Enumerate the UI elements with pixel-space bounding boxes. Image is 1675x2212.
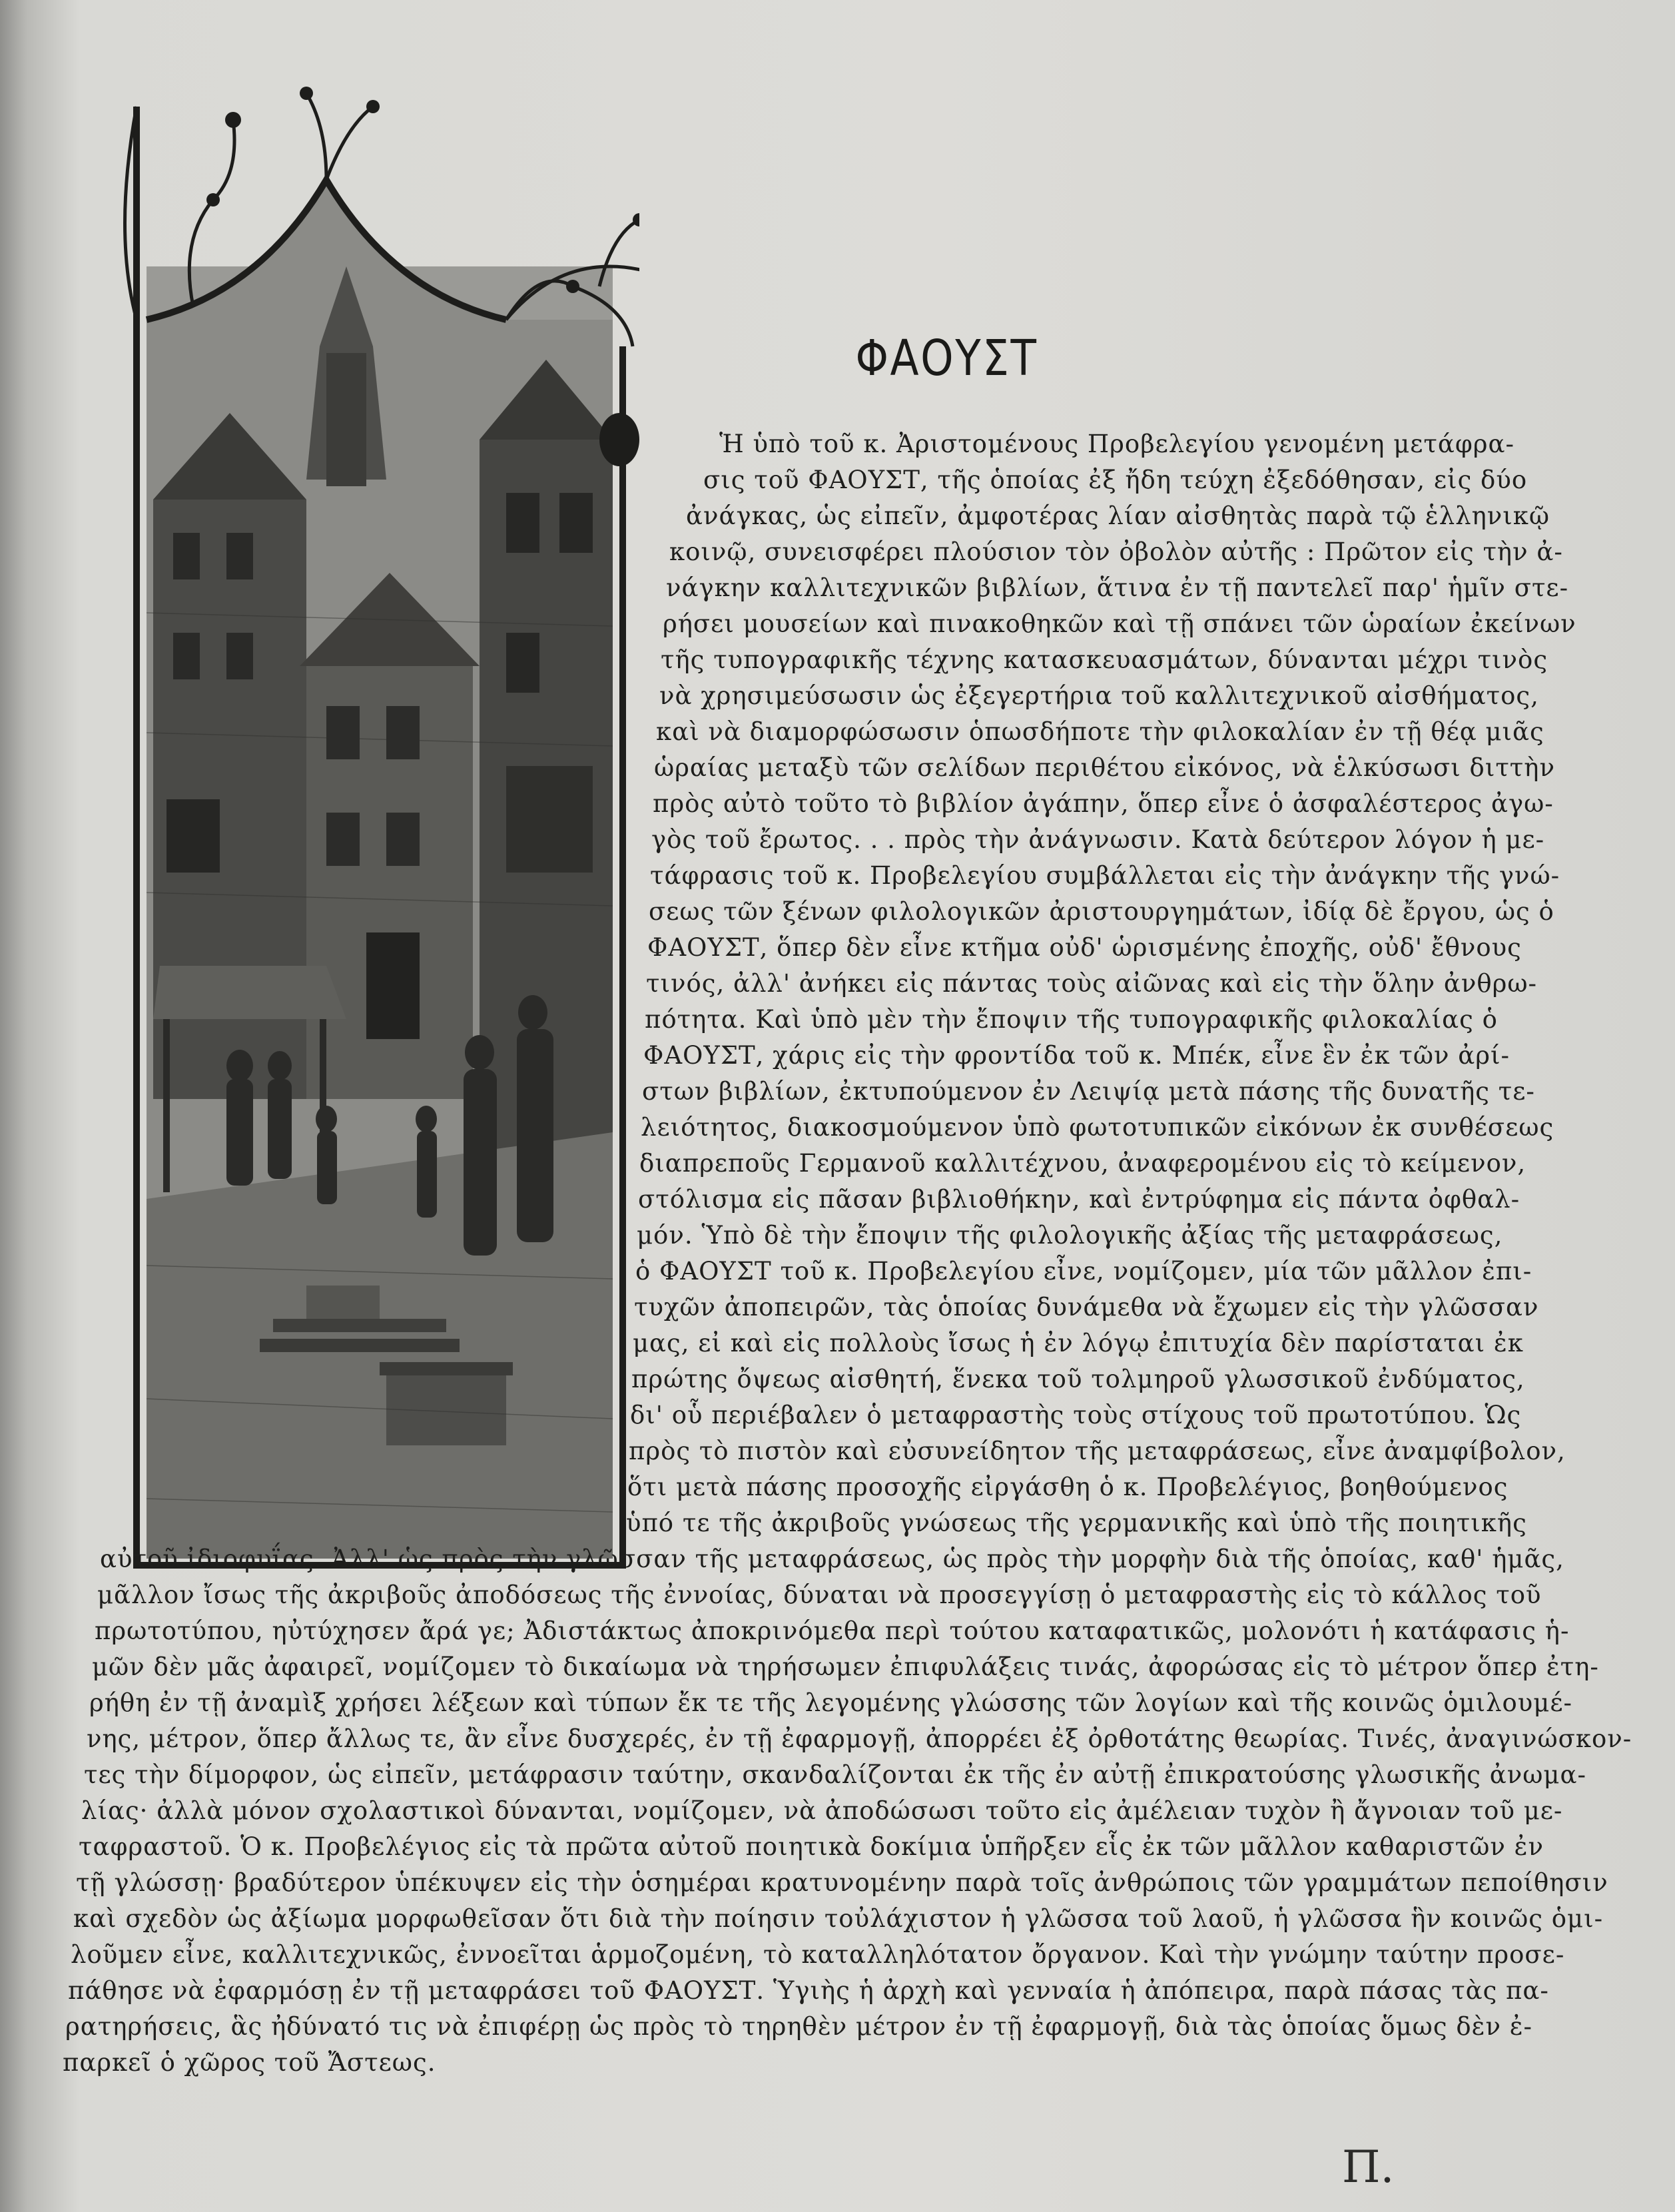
text-line: ΦΑΟΥΣΤ, χάρις εἰς τὴν φροντίδα τοῦ κ. Μπέκ, εἶνε ἓν ἐκ τῶν ἀρί- [643, 1041, 1510, 1070]
text-line: πρὸς τὸ πιστὸν καὶ εὐσυνείδητον τῆς μεταφράσεως, εἶνε ἀναμφίβολον, [629, 1437, 1566, 1465]
text-line: ρατηρήσεις, ἃς ἠδύνατό τις νὰ ἐπιφέρῃ ὡς πρὸς τὸ τηρηθὲν μέτρον ἐν τῇ ἐφαρμογῇ, διὰ τὰς ὁποίας ὅμως δὲν ἐ- [65, 2012, 1533, 2041]
text-line: μῶν δὲν μᾶς ἀφαιρεῖ, νομίζομεν τὸ δικαίωμα νὰ τηρήσωμεν ἐπιφυλάξεις τινάς, ἀφορώσας εἰς τὸ μέτρον ὅπερ ἐτη- [92, 1653, 1599, 1681]
text-line: γὸς τοῦ ἔρωτος. . . πρὸς τὴν ἀνάγνωσιν. Κατὰ δεύτερον λόγον ἡ με- [651, 825, 1545, 854]
text-line: ΦΑΟΥΣΤ, ὅπερ δὲν εἶνε κτῆμα οὐδ' ὡρισμένης ἐποχῆς, οὐδ' ἔθνους [647, 933, 1522, 962]
text-line: τῇ γλώσσῃ· βραδύτερον ὑπέκυψεν εἰς τὴν ὁσημέραι κρατυνομένην παρὰ τοῖς ἀνθρώποις τῶν γραμμάτων πεποίθησιν [76, 1868, 1608, 1897]
text-line: μᾶλλον ἴσως τῆς ἀκριβοῦς ἀποδόσεως τῆς ἐννοίας, δύναται νὰ προσεγγίσῃ ὁ μεταφραστὴς εἰς τὸ κάλλος τοῦ [97, 1581, 1542, 1609]
text-line: τάφρασις τοῦ κ. Προβελεγίου συμβάλλεται εἰς τὴν ἀνάγκην τῆς γνώ- [650, 861, 1560, 890]
text-line: ρήθη ἐν τῇ ἀναμὶξ χρήσει λέξεων καὶ τύπων ἔκ τε τῆς λεγομένης γλώσσης τῶν λογίων καὶ τῆς κοινῶς ὁμιλουμέ- [89, 1688, 1573, 1717]
text-line: λίας· ἀλλὰ μόνον σχολαστικοὶ δύνανται, νομίζομεν, νὰ ἀποδώσωσι τοῦτο εἰς ἀμέλειαν τυχὸν ἢ ἄγνοιαν τοῦ με- [81, 1796, 1563, 1825]
text-line: παρκεῖ ὁ χῶρος τοῦ Ἄστεως. [63, 2048, 436, 2077]
text-line: ὅτι μετὰ πάσης προσοχῆς εἰργάσθη ὁ κ. Προβελέγιος, βοηθούμενος [627, 1473, 1508, 1501]
text-line: ἀνάγκας, ὡς εἰπεῖν, ἀμφοτέρας λίαν αἰσθητὰς παρὰ τῷ ἑλληνικῷ [686, 502, 1550, 530]
text-line: τες τὴν δίμορφον, ὡς εἰπεῖν, μετάφρασιν ταύτην, σκανδαλίζονται ἐκ τῆς ἐν αὐτῇ ἐπικρατούσης γλωσικῆς ἀνωμα- [84, 1760, 1586, 1789]
text-line: μας, εἰ καὶ εἰς πολλοὺς ἴσως ἡ ἐν λόγῳ ἐπιτυχία δὲν παρίσταται ἐκ [633, 1329, 1524, 1357]
text-line: καὶ νὰ διαμορφώσωσιν ὁπωσδήποτε τὴν φιλοκαλίαν ἐν τῇ θέᾳ μιᾶς [656, 717, 1544, 746]
text-line: σεως τῶν ξένων φιλολογικῶν ἀριστουργημάτων, ἰδίᾳ δὲ ἔργου, ὡς ὁ [649, 897, 1554, 926]
text-line: πότητα. Καὶ ὑπὸ μὲν τὴν ἔποψιν τῆς τυπογραφικῆς φιλοκαλίας ὁ [645, 1005, 1498, 1034]
text-line: αὐτοῦ ἰδιοφυΐας. Ἀλλ' ὡς πρὸς τὴν γλῶσσαν τῆς μεταφράσεως, ὡς πρὸς τὴν μορφὴν διὰ τῆς ὁποίας, καθ' ἡμᾶς, [100, 1545, 1564, 1573]
text-line: πρωτοτύπου, ηὐτύχησεν ἄρά γε; Ἀδιστάκτως ἀποκρινόμεθα περὶ τούτου καταφατικῶς, μολονότι ἡ κατάφασις ἡ- [95, 1617, 1570, 1645]
text-line: ὡραίας μεταξὺ τῶν σελίδων περιθέτου εἰκόνος, νὰ ἑλκύσωσι διττὴν [654, 753, 1555, 782]
article-title: ΦΑΟΥΣΤ [855, 330, 1038, 387]
author-signature: Π. [1342, 2141, 1395, 2193]
text-line: πάθησε νὰ ἐφαρμόσῃ ἐν τῇ μεταφράσει τοῦ ΦΑΟΥΣΤ. Ὑγιὴς ἡ ἀρχὴ καὶ γενναία ἡ ἀπόπειρα, παρὰ πάσας τὰς πα- [68, 1976, 1549, 2005]
text-line: ρήσει μουσείων καὶ πινακοθηκῶν καὶ τῇ σπάνει τῶν ὡραίων ἐκείνων [663, 609, 1576, 638]
text-line: νης, μέτρον, ὅπερ ἄλλως τε, ἂν εἶνε δυσχερές, ἐν τῇ ἐφαρμογῇ, ἀπορρέει ἐξ ὀρθοτάτης θεωρίας. Τινές, ἀναγινώσκον- [87, 1724, 1632, 1753]
text-line: λειότητος, διακοσμούμενον ὑπὸ φωτοτυπικῶν εἰκόνων ἐκ συνθέσεως [641, 1113, 1554, 1142]
text-line: καὶ σχεδὸν ὡς ἀξίωμα μορφωθεῖσαν ὅτι διὰ τὴν ποίησιν τοὐλάχιστον ἡ γλῶσσα τοῦ λαοῦ, ἡ γλῶσσα ἣν κοινῶς ὁμι- [73, 1904, 1604, 1933]
text-line: λοῦμεν εἶνε, καλλιτεχνικῶς, ἐννοεῖται ἁρμοζομένη, τὸ καταλληλότατον ὄργανον. Καὶ τὴν γνώμην ταύτην προσε- [71, 1940, 1565, 1969]
text-line: στων βιβλίων, ἐκτυπούμενον ἐν Λειψίᾳ μετὰ πάσης τῆς δυνατῆς τε- [642, 1077, 1535, 1106]
text-line: διαπρεποῦς Γερμανοῦ καλλιτέχνου, ἀναφερομένου εἰς τὸ κείμενον, [639, 1149, 1526, 1178]
text-line: κοινῷ, συνεισφέρει πλούσιον τὸν ὀβολὸν αὐτῆς : Πρῶτον εἰς τὴν ἀ- [669, 538, 1563, 566]
text-line: πρὸς αὐτὸ τοῦτο τὸ βιβλίον ἀγάπην, ὅπερ εἶνε ὁ ἀσφαλέστερος ἀγω- [653, 789, 1554, 818]
text-line: νάγκην καλλιτεχνικῶν βιβλίων, ἅτινα ἐν τῇ παντελεῖ παρ' ἡμῖν στε- [666, 573, 1569, 602]
text-line: Ἡ ὑπὸ τοῦ κ. Ἀριστομένους Προβελεγίου γενομένη μετάφρα- [719, 430, 1515, 458]
text-line: τυχῶν ἀποπειρῶν, τὰς ὁποίας δυνάμεθα νὰ ἔχωμεν εἰς τὴν γλῶσσαν [634, 1293, 1539, 1321]
text-line: τῆς τυπογραφικῆς τέχνης κατασκευασμάτων, δύνανται μέχρι τινὸς [661, 645, 1548, 674]
text-line: νὰ χρησιμεύσωσιν ὡς ἐξεγερτήρια τοῦ καλλιτεχνικοῦ αἰσθήματος, [659, 681, 1539, 710]
text-line: πρώτης ὄψεως αἰσθητή, ἕνεκα τοῦ τολμηροῦ γλωσσικοῦ ἐνδύματος, [631, 1365, 1525, 1393]
engraving-illustration [107, 67, 639, 1579]
text-line: ὁ ΦΑΟΥΣΤ τοῦ κ. Προβελεγίου εἶνε, νομίζομεν, μία τῶν μᾶλλον ἐπι- [635, 1257, 1532, 1286]
text-line: ὑπό τε τῆς ἀκριβοῦς γνώσεως τῆς γερμανικῆς καὶ ὑπὸ τῆς ποιητικῆς [626, 1509, 1527, 1537]
text-line: τινός, ἀλλ' ἀνήκει εἰς πάντας τοὺς αἰῶνας καὶ εἰς τὴν ὅλην ἀνθρω- [646, 969, 1538, 998]
text-line: μόν. Ὑπὸ δὲ τὴν ἔποψιν τῆς φιλολογικῆς ἀξίας τῆς μεταφράσεως, [637, 1221, 1503, 1250]
text-line: στόλισμα εἰς πᾶσαν βιβλιοθήκην, καὶ ἐντρύφημα εἰς πάντα ὀφθαλ- [638, 1185, 1520, 1214]
text-line: σις τοῦ ΦΑΟΥΣΤ, τῆς ὁποίας ἐξ ἤδη τεύχη ἐξεδόθησαν, εἰς δύο [703, 466, 1528, 494]
text-line: ταφραστοῦ. Ὁ κ. Προβελέγιος εἰς τὰ πρῶτα αὐτοῦ ποιητικὰ δοκίμια ὑπῆρξεν εἷς ἐκ τῶν μᾶλλον καθαριστῶν ἐν [79, 1832, 1544, 1861]
text-line: δι' οὗ περιέβαλεν ὁ μεταφραστὴς τοὺς στίχους τοῦ πρωτοτύπου. Ὡς [630, 1401, 1522, 1429]
